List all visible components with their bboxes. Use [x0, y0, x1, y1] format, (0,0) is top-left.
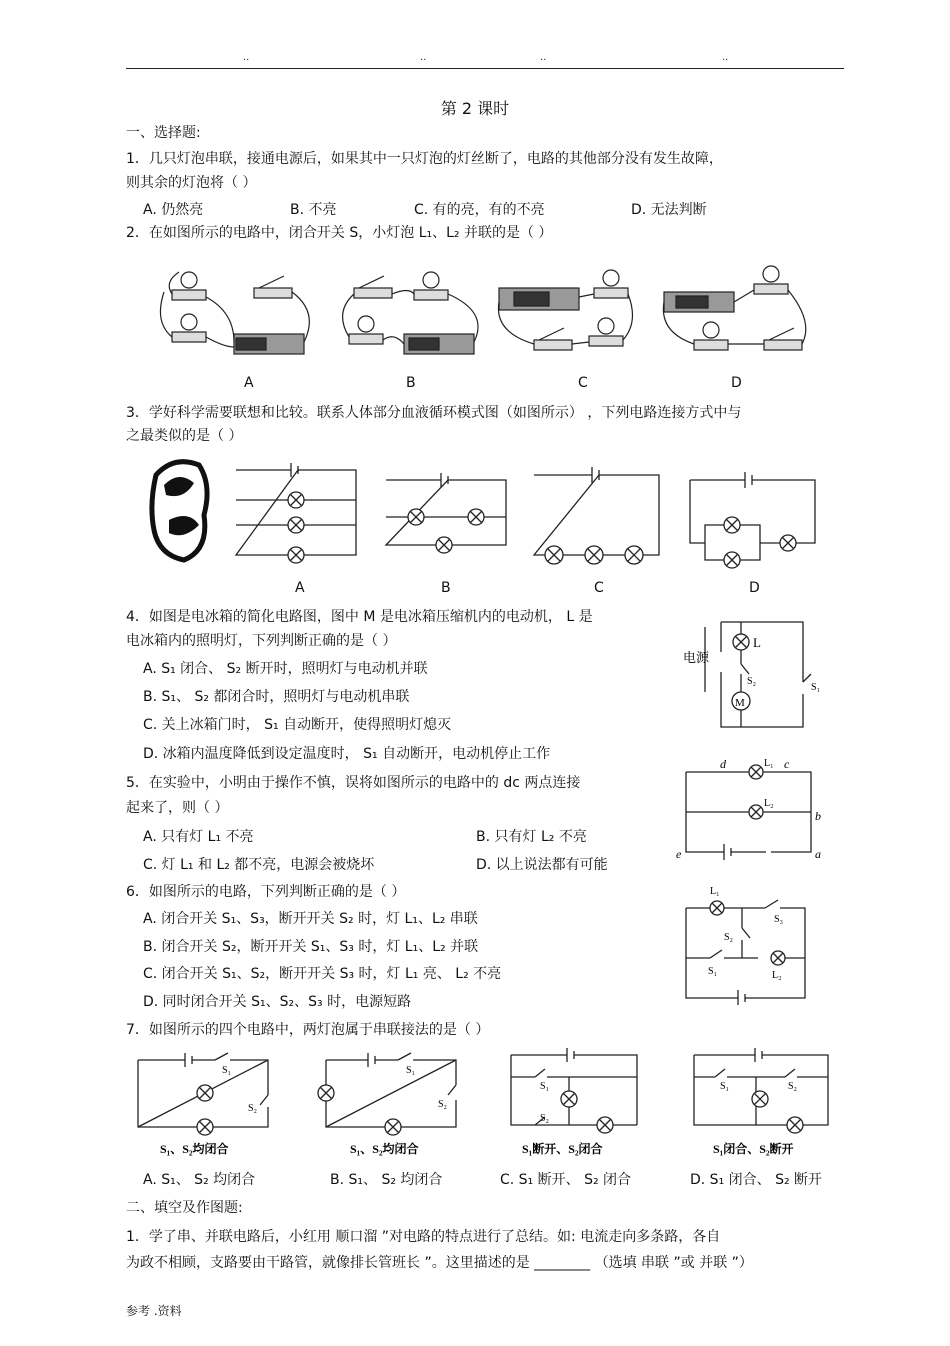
q4-fig-motor-label: M: [735, 697, 745, 709]
q3-label-c: C: [594, 580, 604, 596]
q7-b-s1-label: S₁: [406, 1065, 416, 1076]
q2-label-a: A: [244, 375, 254, 391]
q3-stem-line2: 之最类似的是（ ）: [126, 428, 243, 444]
q4-stem-line1: 4．如图是电冰箱的简化电路图，图中 M 是电冰箱压缩机内的电动机， L 是: [126, 609, 593, 625]
q7-stem: 7．如图所示的四个电路中，两灯泡属于串联接法的是（ ）: [126, 1022, 490, 1038]
q5-option-a: A. 只有灯 L₁ 不亮: [143, 829, 254, 845]
q4-option-a: A. S₁ 闭合、 S₂ 断开时，照明灯与电动机并联: [143, 661, 428, 677]
q2-figure-d: [663, 266, 805, 350]
q3-stem-line1: 3．学好科学需要联想和比较。联系人体部分血液循环模式图（如图所示） ，下列电路连接方式中与: [126, 405, 742, 421]
q7-a-caption: S₁、S₂均闭合: [160, 1142, 229, 1156]
q2-figure-b: [343, 272, 478, 354]
q7-circuit-a: [138, 1053, 268, 1135]
q2-stem: 2．在如图所示的电路中，闭合开关 S，小灯泡 L₁、L₂ 并联的是（ ）: [126, 225, 553, 241]
q2-label-d: D: [731, 375, 742, 391]
q1-stem-line2: 则其余的灯泡将（ ）: [126, 175, 257, 191]
header-rule: [126, 68, 844, 69]
q4-stem-line2: 电冰箱内的照明灯，下列判断正确的是（ ）: [126, 633, 397, 649]
q7-option-a: A. S₁、 S₂ 均闭合: [143, 1172, 256, 1188]
f1-line1: 1．学了串、并联电路后，小红用 顺口溜 ”对电路的特点进行了总结。如: 电流走向多条路，各自: [126, 1229, 721, 1245]
q4-option-b: B. S₁、 S₂ 都闭合时，照明灯与电动机串联: [143, 689, 410, 705]
q5-option-d: D. 以上说法都有可能: [476, 857, 608, 873]
q7-d-s2-label: S₂: [788, 1081, 798, 1092]
q5-fig-l1-label: L₁: [764, 758, 774, 769]
q7-option-c: C. S₁ 断开、 S₂ 闭合: [500, 1172, 632, 1188]
q6-option-c: C. 闭合开关 S₁、S₂，断开开关 S₃ 时，灯 L₁ 亮、 L₂ 不亮: [143, 966, 502, 982]
q5-fig-point-c: c: [784, 757, 790, 771]
page-title: 第 2 课时: [440, 99, 510, 118]
q3-circuit-d: [690, 472, 815, 568]
q5-fig-point-a: a: [815, 847, 821, 861]
q5-option-c: C. 灯 L₁ 和 L₂ 都不亮，电源会被烧坏: [143, 857, 375, 873]
q4-fig-lamp-label: L: [753, 635, 761, 650]
q5-stem-line2: 起来了，则（ ）: [126, 800, 229, 816]
q5-stem-line1: 5．在实验中，小明由于操作不慎，误将如图所示的电路中的 dc 两点连接: [126, 775, 581, 791]
q1-option-d: D. 无法判断: [631, 202, 707, 218]
q2-label-b: B: [406, 375, 416, 391]
q6-stem: 6．如图所示的电路，下列判断正确的是（ ）: [126, 884, 406, 900]
header-dots-3: ..: [540, 52, 547, 63]
q4-fig-power-label: 电源: [683, 650, 710, 665]
q6-fig-l2-label: L₂: [772, 970, 782, 981]
q2-circuit-photos: [144, 252, 809, 364]
q7-b-caption: S₁、S₂均闭合: [350, 1142, 419, 1156]
q6-option-d: D. 同时闭合开关 S₁、S₂、S₃ 时，电源短路: [143, 994, 412, 1010]
q6-fig-s1-label: S₁: [708, 966, 718, 977]
q7-b-s2-label: S₂: [438, 1099, 448, 1110]
q7-a-s1-label: S₁: [222, 1065, 232, 1076]
q4-option-d: D. 冰箱内温度降低到设定温度时， S₁ 自动断开，电动机停止工作: [143, 746, 551, 762]
q3-circulation-diagram: [152, 462, 207, 560]
q3-label-a: A: [295, 580, 305, 596]
q7-a-s2-label: S₂: [248, 1103, 258, 1114]
q6-fig-l1-label: L₁: [710, 886, 720, 897]
q5-option-b: B. 只有灯 L₂ 不亮: [476, 829, 587, 845]
q7-circuit-b: [318, 1053, 456, 1135]
q3-circuit-b: [386, 473, 506, 553]
q7-option-d: D. S₁ 闭合、 S₂ 断开: [690, 1172, 823, 1188]
q5-fig-l2-label: L₂: [764, 798, 774, 809]
q2-figure-c: [498, 270, 632, 350]
header-dots-2: ..: [420, 52, 427, 63]
q5-fig-point-b: b: [815, 809, 821, 823]
q7-c-s1-label: S₁: [540, 1081, 550, 1092]
section-heading-fill: 二、填空及作图题:: [126, 1200, 243, 1216]
header-dots-4: ..: [722, 52, 729, 63]
q6-option-a: A. 闭合开关 S₁、S₃，断开开关 S₂ 时，灯 L₁、L₂ 串联: [143, 911, 478, 927]
q7-option-b: B. S₁、 S₂ 均闭合: [330, 1172, 443, 1188]
q2-figure-a: [160, 272, 309, 354]
q1-stem-line1: 1．几只灯泡串联，接通电源后，如果其中一只灯泡的灯丝断了，电路的其他部分没有发生故障，: [126, 151, 723, 167]
q6-fig-s2-label: S₂: [724, 932, 734, 943]
q1-option-b: B. 不亮: [290, 202, 337, 218]
q5-circuit: [676, 754, 826, 864]
header-dots-1: ..: [243, 52, 250, 63]
q7-circuit-c: [511, 1048, 637, 1133]
q1-option-c: C. 有的亮，有的不亮: [414, 202, 545, 218]
q5-fig-point-d: d: [720, 757, 726, 771]
q4-fridge-circuit: [683, 612, 833, 742]
q2-label-c: C: [578, 375, 588, 391]
q7-circuits: [130, 1045, 830, 1160]
q4-option-c: C. 关上冰箱门时， S₁ 自动断开，使得照明灯熄灭: [143, 717, 452, 733]
q5-fig-point-e: e: [676, 847, 682, 861]
q3-circuit-a: [236, 463, 356, 563]
q3-circuit-c: [534, 467, 659, 564]
footer-text: 参考 .资料: [126, 1304, 182, 1318]
q6-option-b: B. 闭合开关 S₂，断开开关 S₁、S₃ 时，灯 L₁、L₂ 并联: [143, 939, 479, 955]
q7-d-s1-label: S₁: [720, 1081, 730, 1092]
q7-c-s2-label: S₂: [540, 1113, 550, 1124]
q7-d-caption: S₁闭合、S₂断开: [713, 1142, 794, 1156]
q1-option-a: A. 仍然亮: [143, 202, 204, 218]
q6-circuit: [680, 880, 825, 1005]
q7-c-caption: S₁断开、S₂闭合: [522, 1142, 603, 1156]
section-heading-choice: 一、选择题:: [126, 125, 201, 141]
q3-label-b: B: [441, 580, 451, 596]
f1-line2: 为政不相顾，支路要由干路管，就像排长管班长 ”。这里描述的是 ________ （选填 串联 ”或 并联 ”）: [126, 1255, 753, 1271]
q4-fig-s1-label: S₁: [811, 682, 821, 693]
q4-fig-s2-label: S₂: [747, 676, 757, 687]
q6-fig-s3-label: S₃: [774, 914, 784, 925]
q3-figures: [144, 455, 824, 570]
q3-label-d: D: [749, 580, 760, 596]
q7-circuit-d: [694, 1048, 828, 1133]
